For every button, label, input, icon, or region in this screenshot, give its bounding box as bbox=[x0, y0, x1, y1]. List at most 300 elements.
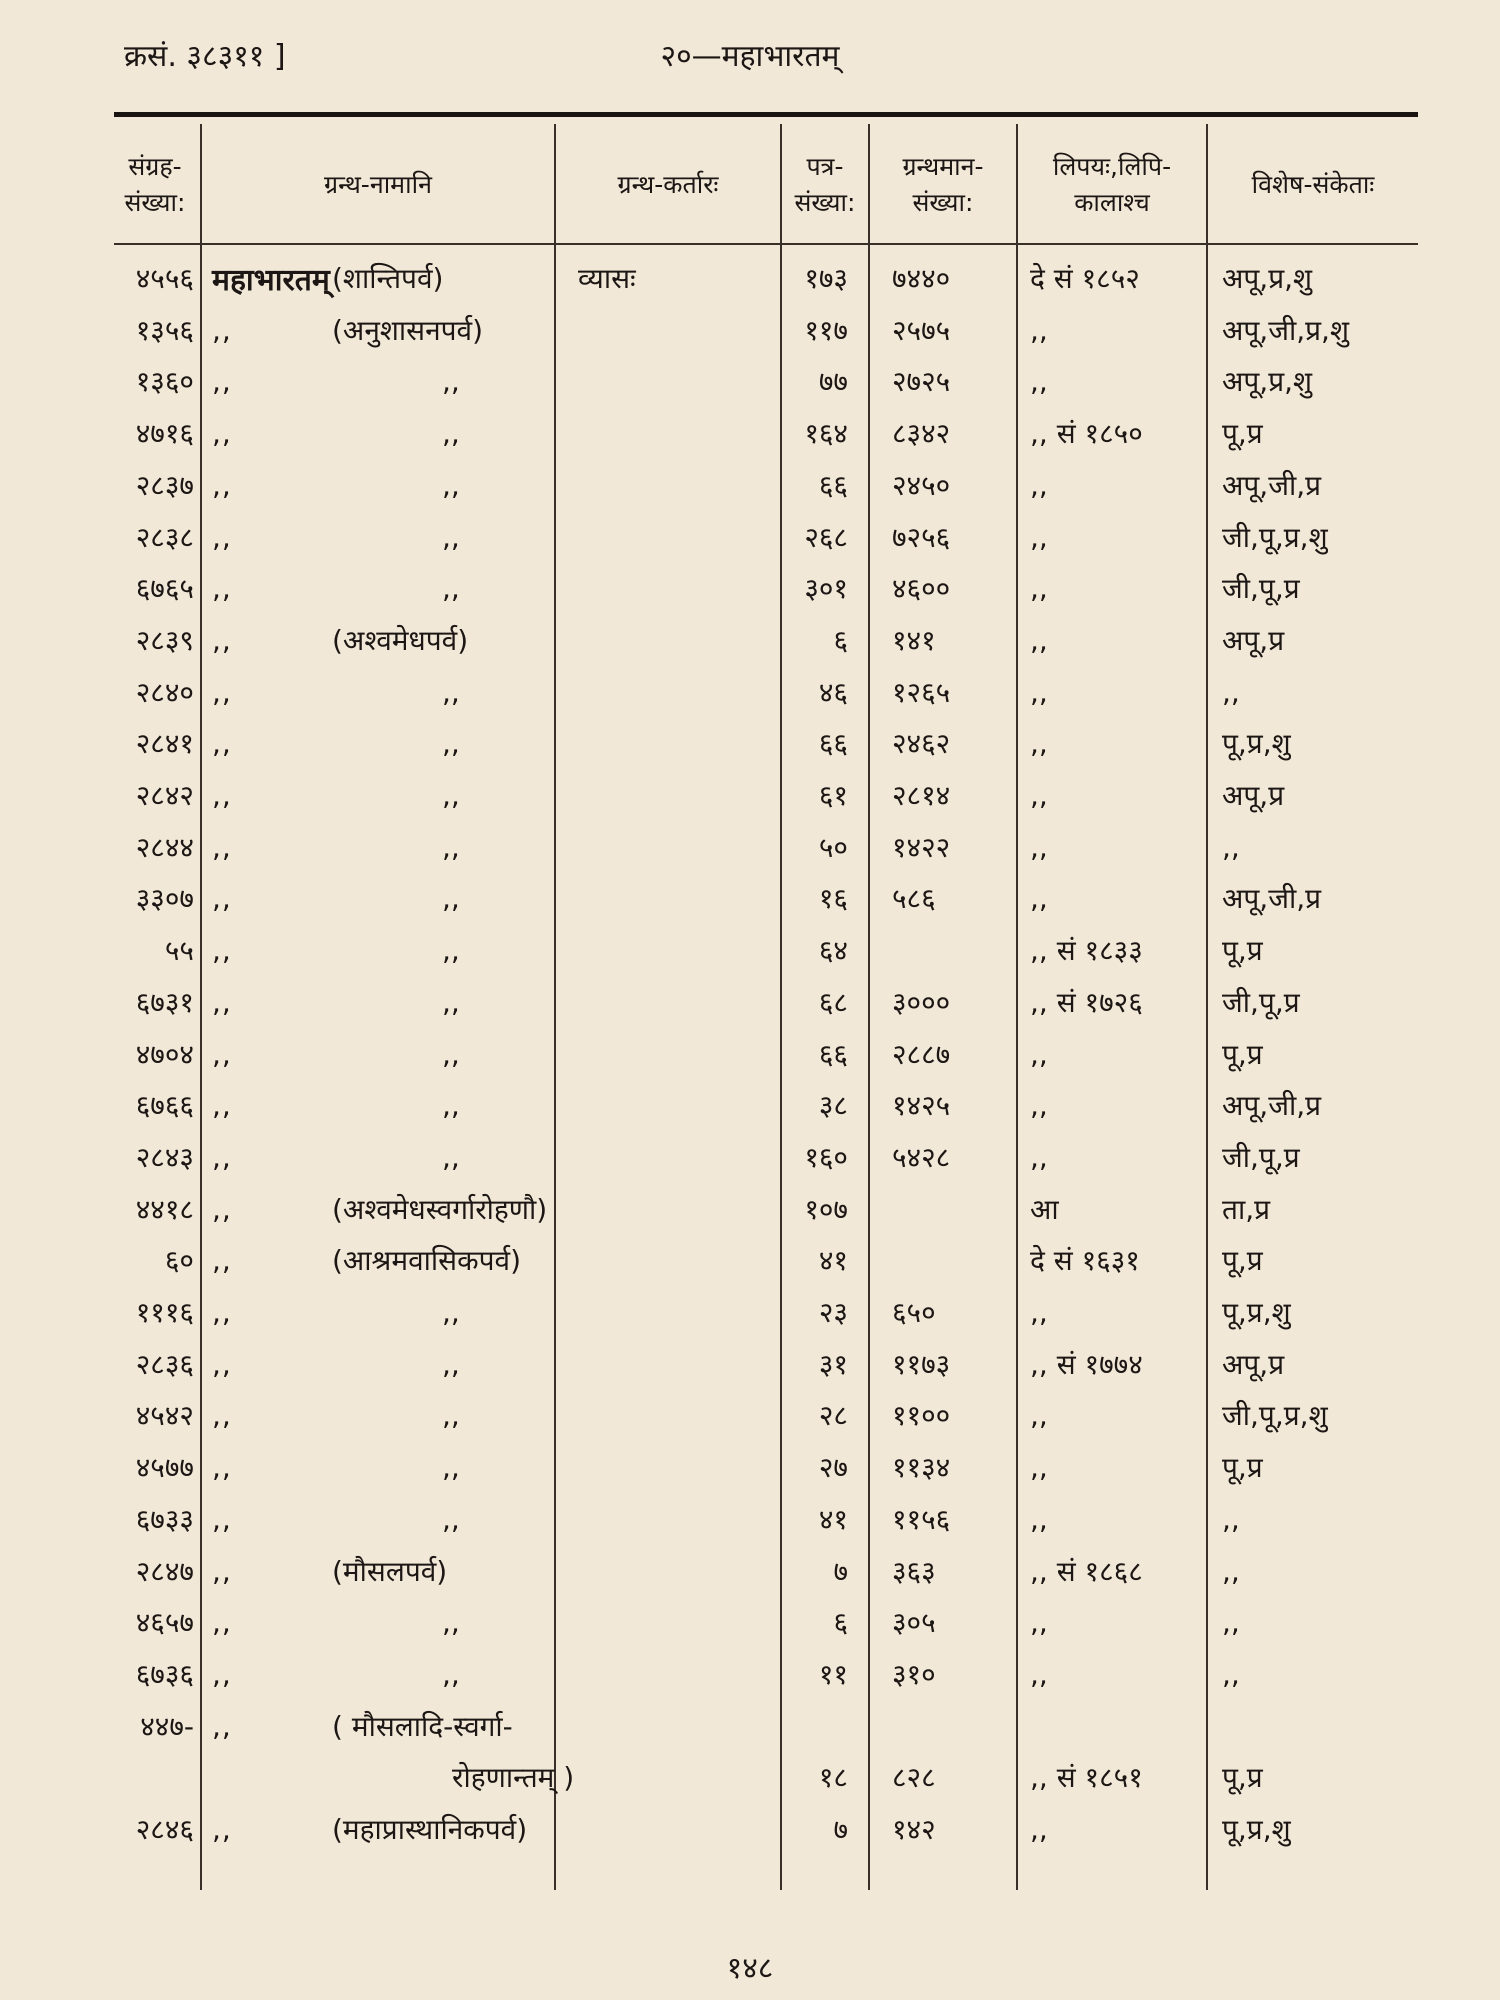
table-row bbox=[0, 769, 1500, 821]
cell-leaf-count: २३ bbox=[818, 1296, 848, 1329]
table-row bbox=[0, 1545, 1500, 1597]
cell-collection-number: ६७६५ bbox=[135, 572, 194, 605]
title-part: ,, bbox=[442, 778, 460, 812]
table-row bbox=[0, 1596, 1500, 1648]
title-part: ,, bbox=[442, 933, 460, 967]
cell-leaf-count: ४१ bbox=[818, 1503, 848, 1536]
cell-leaf-count: १०७ bbox=[804, 1193, 848, 1226]
cell-notes: अपू,प्र,शु bbox=[1222, 262, 1313, 295]
cell-script-date: ,, bbox=[1030, 623, 1048, 657]
cell-author bbox=[578, 1079, 758, 1131]
cell-author: व्यासः bbox=[578, 262, 636, 295]
title-part: ,, bbox=[442, 675, 460, 709]
table-row bbox=[0, 1751, 1500, 1803]
cell-leaf-count: ७ bbox=[833, 1813, 848, 1846]
cell-collection-number: २८३६ bbox=[135, 1348, 194, 1381]
cell-collection-number: २८३९ bbox=[135, 624, 194, 657]
cell-notes: ,, bbox=[1222, 1554, 1240, 1588]
table-row bbox=[0, 821, 1500, 873]
header-bottom-rule bbox=[114, 243, 1418, 245]
cell-title bbox=[212, 1648, 552, 1700]
cell-notes: अपू,जी,प्र,शु bbox=[1222, 314, 1349, 347]
cell-leaf-count: ६१ bbox=[818, 779, 848, 812]
cell-collection-number: ४४७- bbox=[140, 1710, 194, 1743]
title-part: (अश्वमेधस्वर्गारोहणौ) bbox=[332, 1193, 548, 1226]
cell-title bbox=[212, 666, 552, 718]
cell-collection-number: ५५ bbox=[164, 934, 194, 967]
cell-script-date: ,, bbox=[1030, 726, 1048, 760]
cell-collection-number bbox=[104, 1751, 194, 1803]
cell-collection-number: २८४७ bbox=[135, 1555, 194, 1588]
cell-author bbox=[578, 1751, 758, 1803]
cell-collection-number: ३३०७ bbox=[135, 882, 194, 915]
title-lead: ,, bbox=[212, 933, 232, 967]
cell-leaf-count: ६६ bbox=[818, 1038, 848, 1071]
cell-collection-number: ६७३६ bbox=[135, 1658, 194, 1691]
cell-title bbox=[212, 1183, 552, 1235]
cell-title bbox=[212, 1441, 552, 1493]
title-lead: ,, bbox=[212, 1450, 232, 1484]
table-row bbox=[0, 1389, 1500, 1441]
cell-extent: ८२८ bbox=[892, 1761, 936, 1794]
title-lead: ,, bbox=[212, 1347, 232, 1381]
title-lead: ,, bbox=[212, 313, 232, 347]
column-header-leaves: पत्र- संख्या: bbox=[794, 151, 856, 217]
cell-title bbox=[212, 252, 552, 304]
running-header-left: क्रसं. ३८३११ ] bbox=[124, 39, 286, 74]
cell-leaf-count: २७ bbox=[818, 1451, 848, 1484]
title-lead: ,, bbox=[212, 1398, 232, 1432]
cell-extent: ३०५ bbox=[892, 1606, 936, 1639]
cell-collection-number: १३५६ bbox=[135, 314, 194, 347]
title-part: ,, bbox=[442, 726, 460, 760]
cell-leaf-count: १८ bbox=[818, 1761, 848, 1794]
cell-author bbox=[578, 1286, 758, 1338]
cell-script-date bbox=[1030, 1700, 1210, 1752]
cell-script-date: ,, bbox=[1030, 830, 1048, 864]
cell-notes: ,, bbox=[1222, 1657, 1240, 1691]
cell-script-date: ,, bbox=[1030, 520, 1048, 554]
cell-notes: ,, bbox=[1222, 1502, 1240, 1536]
cell-author bbox=[578, 1234, 758, 1286]
cell-title bbox=[212, 614, 552, 666]
cell-leaf-count: १६४ bbox=[804, 417, 848, 450]
cell-notes: अपू,प्र bbox=[1222, 624, 1285, 657]
cell-leaf-count: १७३ bbox=[804, 262, 848, 295]
column-header-extent: ग्रन्थमान- संख्या: bbox=[902, 151, 984, 217]
cell-author bbox=[578, 1545, 758, 1597]
table-row bbox=[0, 1700, 1500, 1752]
cell-author bbox=[578, 1441, 758, 1493]
title-lead: ,, bbox=[212, 675, 232, 709]
title-part: (शान्तिपर्व) bbox=[332, 262, 444, 295]
cell-collection-number: ६० bbox=[164, 1244, 194, 1277]
title-lead: ,, bbox=[212, 623, 232, 657]
cell-author bbox=[578, 1183, 758, 1235]
table-row bbox=[0, 976, 1500, 1028]
title-lead: महाभारतम् bbox=[212, 262, 330, 298]
title-lead: ,, bbox=[212, 1295, 232, 1329]
cell-leaf-count: २६८ bbox=[804, 521, 848, 554]
table-row bbox=[0, 1079, 1500, 1131]
cell-collection-number: ४५७७ bbox=[135, 1451, 194, 1484]
title-lead: ,, bbox=[212, 1657, 232, 1691]
cell-notes: जी,पू,प्र,शु bbox=[1222, 1399, 1328, 1432]
cell-script-date: ,, bbox=[1030, 1398, 1048, 1432]
title-part: ,, bbox=[442, 985, 460, 1019]
cell-script-date: ,, bbox=[1030, 1657, 1048, 1691]
cell-script-date: दे सं १६३१ bbox=[1030, 1244, 1140, 1277]
table-row bbox=[0, 1131, 1500, 1183]
cell-extent: ३६३ bbox=[892, 1555, 936, 1588]
table-row bbox=[0, 614, 1500, 666]
cell-leaf-count: ३०१ bbox=[804, 572, 848, 605]
cell-extent: १४१ bbox=[892, 624, 936, 657]
cell-extent: २७२५ bbox=[892, 365, 951, 398]
cell-script-date: ,, bbox=[1030, 364, 1048, 398]
cell-script-date: ,, bbox=[1030, 1502, 1048, 1536]
cell-extent: २८८७ bbox=[892, 1038, 951, 1071]
cell-title bbox=[212, 1234, 552, 1286]
cell-script-date: ,, सं १७२६ bbox=[1030, 986, 1143, 1019]
cell-extent: २८१४ bbox=[892, 779, 951, 812]
cell-author bbox=[578, 1389, 758, 1441]
cell-notes: अपू,जी,प्र bbox=[1222, 882, 1322, 915]
column-header-number: संग्रह- संख्या: bbox=[124, 151, 186, 217]
title-lead: ,, bbox=[212, 416, 232, 450]
cell-collection-number: २८३८ bbox=[135, 521, 194, 554]
cell-leaf-count: ५० bbox=[818, 831, 848, 864]
title-part: (मौसलपर्व) bbox=[332, 1555, 448, 1588]
cell-extent: १४२२ bbox=[892, 831, 951, 864]
page-number: १४८ bbox=[726, 1951, 774, 1986]
title-part: (आश्रमवासिकपर्व) bbox=[332, 1244, 522, 1277]
table-row bbox=[0, 872, 1500, 924]
cell-extent: ११३४ bbox=[892, 1451, 951, 1484]
cell-extent: ५४२८ bbox=[892, 1141, 951, 1174]
cell-author bbox=[578, 1338, 758, 1390]
cell-collection-number: २८४० bbox=[135, 676, 194, 709]
cell-leaf-count: १६ bbox=[818, 882, 848, 915]
title-part: ,, bbox=[442, 571, 460, 605]
cell-notes: अपू,जी,प्र bbox=[1222, 1089, 1322, 1122]
title-lead: ,, bbox=[212, 1243, 232, 1277]
table-row bbox=[0, 511, 1500, 563]
cell-author bbox=[578, 459, 758, 511]
cell-script-date: ,, सं १७७४ bbox=[1030, 1348, 1143, 1381]
cell-title bbox=[212, 562, 552, 614]
cell-title bbox=[212, 1803, 552, 1855]
title-part: ,, bbox=[442, 1657, 460, 1691]
cell-script-date: ,, bbox=[1030, 1140, 1048, 1174]
cell-notes: पू,प्र bbox=[1222, 417, 1263, 450]
cell-author bbox=[578, 355, 758, 407]
cell-title bbox=[212, 1131, 552, 1183]
cell-extent: १४२५ bbox=[892, 1089, 951, 1122]
title-lead: ,, bbox=[212, 1037, 232, 1071]
cell-title bbox=[212, 769, 552, 821]
cell-collection-number: ६७३१ bbox=[135, 986, 194, 1019]
cell-extent: ५८६ bbox=[892, 882, 936, 915]
cell-title bbox=[212, 1596, 552, 1648]
column-header-script: लिपयः,लिपि- कालाश्च bbox=[1052, 151, 1172, 217]
cell-script-date: ,, bbox=[1030, 571, 1048, 605]
title-lead: ,, bbox=[212, 364, 232, 398]
cell-title bbox=[212, 304, 552, 356]
cell-title bbox=[212, 872, 552, 924]
cell-author bbox=[578, 821, 758, 873]
cell-author bbox=[578, 407, 758, 459]
cell-notes: जी,पू,प्र bbox=[1222, 986, 1300, 1019]
cell-author bbox=[578, 511, 758, 563]
column-header-author: ग्रन्थ-कर्तारः bbox=[617, 169, 719, 199]
cell-notes: जी,पू,प्र,शु bbox=[1222, 521, 1328, 554]
title-lead: ,, bbox=[212, 571, 232, 605]
cell-script-date: ,, सं १८५१ bbox=[1030, 1761, 1143, 1794]
running-header-title: २०—महाभारतम् bbox=[660, 39, 840, 74]
cell-author bbox=[578, 769, 758, 821]
cell-extent: २४६२ bbox=[892, 727, 951, 760]
title-lead: ,, bbox=[212, 1192, 232, 1226]
cell-leaf-count: ११७ bbox=[804, 314, 848, 347]
title-part: ,, bbox=[442, 1605, 460, 1639]
cell-leaf-count: ७७ bbox=[818, 365, 848, 398]
table-row bbox=[0, 1493, 1500, 1545]
cell-notes: पू,प्र bbox=[1222, 1038, 1263, 1071]
cell-extent bbox=[892, 1183, 1002, 1235]
title-part: (अश्वमेधपर्व) bbox=[332, 624, 469, 657]
title-part: ,, bbox=[442, 1140, 460, 1174]
cell-notes: अपू,प्र bbox=[1222, 1348, 1285, 1381]
cell-extent: १२६५ bbox=[892, 676, 951, 709]
title-part: ,, bbox=[442, 830, 460, 864]
cell-extent: ७४४० bbox=[892, 262, 951, 295]
title-lead: ,, bbox=[212, 985, 232, 1019]
cell-script-date: ,, bbox=[1030, 468, 1048, 502]
cell-notes: ,, bbox=[1222, 1605, 1240, 1639]
cell-collection-number: २८४२ bbox=[135, 779, 194, 812]
cell-extent: ६५० bbox=[892, 1296, 936, 1329]
cell-extent: ३१० bbox=[892, 1658, 936, 1691]
cell-notes: पू,प्र bbox=[1222, 934, 1263, 967]
cell-collection-number: १३६० bbox=[135, 365, 194, 398]
cell-extent bbox=[892, 924, 1002, 976]
cell-collection-number: २८४१ bbox=[135, 727, 194, 760]
cell-script-date: ,, bbox=[1030, 1088, 1048, 1122]
cell-script-date: ,, bbox=[1030, 1295, 1048, 1329]
cell-leaf-count: ६६ bbox=[818, 469, 848, 502]
title-lead: ,, bbox=[212, 1812, 232, 1846]
cell-script-date: ,, bbox=[1030, 778, 1048, 812]
cell-collection-number: २८४४ bbox=[135, 831, 194, 864]
title-part: ,, bbox=[442, 1295, 460, 1329]
title-part: ,, bbox=[442, 520, 460, 554]
cell-extent: ११०० bbox=[892, 1399, 951, 1432]
cell-author bbox=[578, 924, 758, 976]
cell-notes: जी,पू,प्र bbox=[1222, 1141, 1300, 1174]
cell-collection-number: ६७३३ bbox=[135, 1503, 194, 1536]
cell-title bbox=[212, 1338, 552, 1390]
cell-collection-number: ४७०४ bbox=[135, 1038, 194, 1071]
title-part: ,, bbox=[442, 364, 460, 398]
cell-title bbox=[212, 1700, 552, 1752]
cell-title bbox=[212, 459, 552, 511]
cell-author bbox=[578, 1803, 758, 1855]
cell-author bbox=[578, 666, 758, 718]
title-lead: ,, bbox=[212, 1088, 232, 1122]
column-header-notes: विशेष-संकेताः bbox=[1251, 169, 1375, 199]
cell-leaf-count: ३१ bbox=[818, 1348, 848, 1381]
title-part: ,, bbox=[442, 468, 460, 502]
title-part: (महाप्रास्थानिकपर्व) bbox=[332, 1813, 528, 1846]
table-row bbox=[0, 355, 1500, 407]
table-row bbox=[0, 562, 1500, 614]
cell-leaf-count: ६ bbox=[833, 1606, 848, 1639]
table-row bbox=[0, 304, 1500, 356]
cell-collection-number: २८४३ bbox=[135, 1141, 194, 1174]
cell-author bbox=[578, 1131, 758, 1183]
cell-script-date: ,, सं १८६८ bbox=[1030, 1555, 1143, 1588]
cell-leaf-count bbox=[782, 1700, 848, 1752]
title-part: ,, bbox=[442, 1502, 460, 1536]
cell-extent bbox=[892, 1700, 1002, 1752]
cell-collection-number: ४७१६ bbox=[135, 417, 194, 450]
table-row bbox=[0, 1286, 1500, 1338]
title-part: ,, bbox=[442, 1088, 460, 1122]
cell-extent: ४६०० bbox=[892, 572, 951, 605]
cell-collection-number: १११६ bbox=[135, 1296, 194, 1329]
cell-title bbox=[212, 1751, 575, 1803]
cell-extent: २५७५ bbox=[892, 314, 951, 347]
table-row bbox=[0, 666, 1500, 718]
cell-author bbox=[578, 717, 758, 769]
table-row bbox=[0, 1028, 1500, 1080]
column-header-title: ग्रन्थ-नामानि bbox=[324, 169, 432, 199]
cell-leaf-count: २८ bbox=[818, 1399, 848, 1432]
title-lead: ,, bbox=[212, 778, 232, 812]
cell-extent: ८३४२ bbox=[892, 417, 951, 450]
cell-collection-number: २८४६ bbox=[135, 1813, 194, 1846]
cell-script-date: ,, bbox=[1030, 881, 1048, 915]
cell-author bbox=[578, 1648, 758, 1700]
cell-leaf-count: १६० bbox=[804, 1141, 848, 1174]
title-lead: ,, bbox=[212, 830, 232, 864]
cell-script-date: ,, bbox=[1030, 675, 1048, 709]
cell-author bbox=[578, 976, 758, 1028]
cell-title bbox=[212, 821, 552, 873]
cell-title bbox=[212, 1079, 552, 1131]
cell-author bbox=[578, 1700, 758, 1752]
cell-notes: अपू,प्र,शु bbox=[1222, 365, 1313, 398]
title-lead: ,, bbox=[212, 1709, 232, 1743]
cell-title bbox=[212, 1028, 552, 1080]
cell-author bbox=[578, 1028, 758, 1080]
table-row bbox=[0, 407, 1500, 459]
cell-title bbox=[212, 924, 552, 976]
table-row bbox=[0, 252, 1500, 304]
cell-leaf-count: ६८ bbox=[818, 986, 848, 1019]
table-row bbox=[0, 1338, 1500, 1390]
cell-extent: ७२५६ bbox=[892, 521, 951, 554]
cell-leaf-count: ६६ bbox=[818, 727, 848, 760]
cell-script-date: ,, bbox=[1030, 1812, 1048, 1846]
title-lead: ,, bbox=[212, 1502, 232, 1536]
cell-title bbox=[212, 976, 552, 1028]
cell-leaf-count: ११ bbox=[818, 1658, 848, 1691]
cell-author bbox=[578, 614, 758, 666]
table-row bbox=[0, 1234, 1500, 1286]
cell-notes: अपू,जी,प्र bbox=[1222, 469, 1322, 502]
cell-collection-number: ६७६६ bbox=[135, 1089, 194, 1122]
title-part: ,, bbox=[442, 416, 460, 450]
header-rule bbox=[114, 112, 1418, 117]
title-part: ,, bbox=[442, 1037, 460, 1071]
cell-notes: ,, bbox=[1222, 830, 1240, 864]
table-row bbox=[0, 717, 1500, 769]
cell-title bbox=[212, 1545, 552, 1597]
cell-collection-number: ४५५६ bbox=[135, 262, 194, 295]
cell-script-date: आ bbox=[1030, 1193, 1059, 1226]
cell-title bbox=[212, 1493, 552, 1545]
table-row bbox=[0, 924, 1500, 976]
cell-script-date: ,, bbox=[1030, 1605, 1048, 1639]
cell-author bbox=[578, 872, 758, 924]
cell-script-date: दे सं १८५२ bbox=[1030, 262, 1140, 295]
title-part: ,, bbox=[442, 881, 460, 915]
cell-notes: ,, bbox=[1222, 675, 1240, 709]
cell-collection-number: ४५४२ bbox=[135, 1399, 194, 1432]
title-part: ,, bbox=[442, 1450, 460, 1484]
title-lead: ,, bbox=[212, 520, 232, 554]
title-part: ,, bbox=[442, 1347, 460, 1381]
cell-title bbox=[212, 407, 552, 459]
title-lead: ,, bbox=[212, 1605, 232, 1639]
cell-notes bbox=[1222, 1700, 1418, 1752]
cell-author bbox=[578, 1493, 758, 1545]
cell-extent bbox=[892, 1234, 1002, 1286]
cell-title bbox=[212, 1286, 552, 1338]
title-lead: ,, bbox=[212, 1554, 232, 1588]
cell-leaf-count: ४१ bbox=[818, 1244, 848, 1277]
title-part: ( मौसलादि-स्वर्गा- bbox=[332, 1710, 513, 1743]
title-lead: ,, bbox=[212, 468, 232, 502]
title-lead: ,, bbox=[212, 1140, 232, 1174]
cell-leaf-count: ४६ bbox=[818, 676, 848, 709]
cell-notes: पू,प्र bbox=[1222, 1244, 1263, 1277]
title-part: ,, bbox=[442, 1398, 460, 1432]
cell-author bbox=[578, 304, 758, 356]
table-row bbox=[0, 1648, 1500, 1700]
cell-extent: ११५६ bbox=[892, 1503, 951, 1536]
cell-author bbox=[578, 562, 758, 614]
title-lead: ,, bbox=[212, 881, 232, 915]
cell-extent: २४५० bbox=[892, 469, 951, 502]
cell-script-date: ,, bbox=[1030, 313, 1048, 347]
cell-author bbox=[578, 1596, 758, 1648]
title-lead: ,, bbox=[212, 726, 232, 760]
title-part: (अनुशासनपर्व) bbox=[332, 314, 484, 347]
cell-notes: पू,प्र,शु bbox=[1222, 727, 1291, 760]
table-row bbox=[0, 1183, 1500, 1235]
cell-collection-number: २८३७ bbox=[135, 469, 194, 502]
cell-notes: ता,प्र bbox=[1222, 1193, 1271, 1226]
cell-collection-number: ४४१८ bbox=[135, 1193, 194, 1226]
cell-extent: ११७३ bbox=[892, 1348, 951, 1381]
cell-collection-number: ४६५७ bbox=[135, 1606, 194, 1639]
cell-notes: पू,प्र bbox=[1222, 1451, 1263, 1484]
cell-title bbox=[212, 511, 552, 563]
cell-notes: जी,पू,प्र bbox=[1222, 572, 1300, 605]
